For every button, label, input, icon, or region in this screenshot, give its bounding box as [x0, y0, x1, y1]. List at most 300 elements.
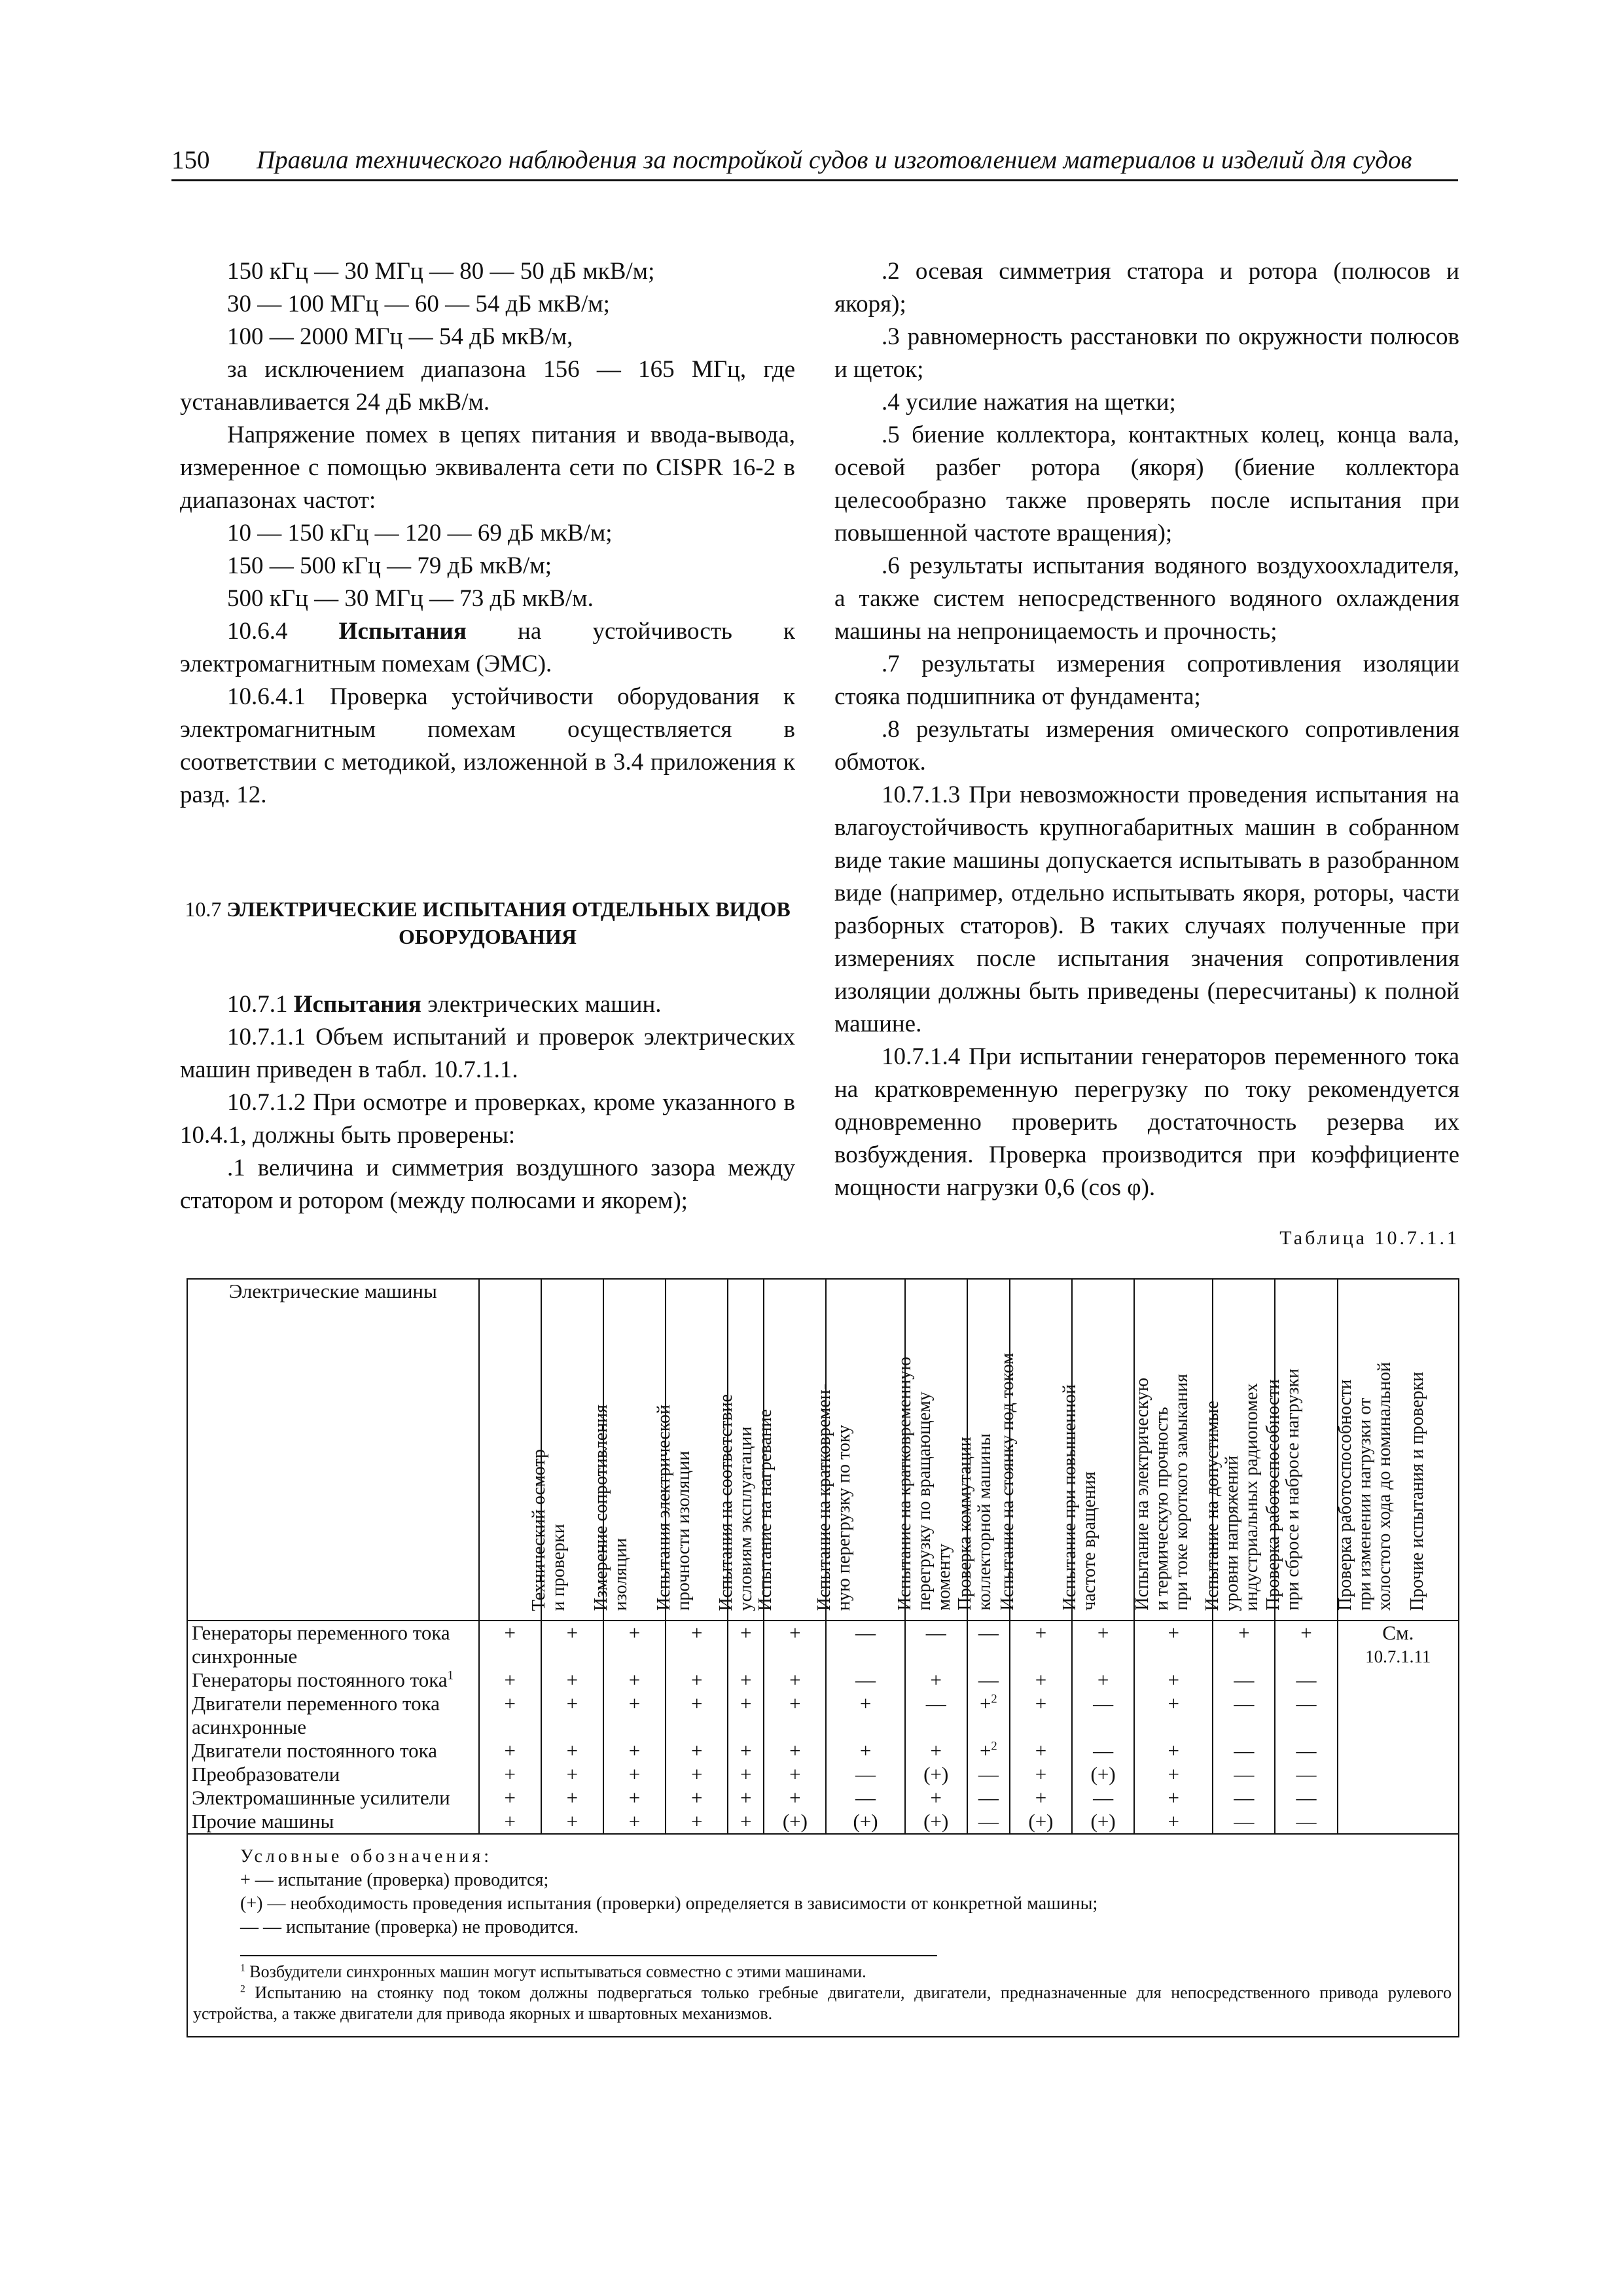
column-header-line: моменту — [933, 1543, 954, 1611]
table-row — [187, 1692, 1459, 1739]
text-line: 100 — 2000 МГц — 54 дБ мкВ/м, — [227, 323, 573, 350]
cell-value: + — [1035, 1739, 1047, 1762]
cell-value: + — [979, 1739, 991, 1762]
column-header-line: Испытание на кратковременную — [894, 1357, 915, 1611]
table-cell — [1275, 1763, 1337, 1786]
cell-value: — — [978, 1668, 999, 1691]
table-cell — [967, 1668, 1010, 1692]
column-header-line: Испытание на стоянку под током — [997, 1353, 1018, 1611]
other-checks-ref: 10.7.1.11 — [1365, 1647, 1431, 1666]
column-header-line: холостого хода до номинальной — [1374, 1362, 1395, 1611]
left-column — [180, 255, 795, 1217]
column-header-wrap — [1073, 1280, 1192, 1620]
section-heading — [180, 895, 795, 950]
table-row — [187, 1763, 1459, 1786]
cell-value: + — [789, 1763, 801, 1785]
column-header-line: при изменении нагрузки от — [1355, 1397, 1376, 1611]
column-header-line: Измерение сопротивления — [591, 1404, 612, 1611]
legend-cell — [187, 1834, 1459, 2037]
table-cell — [1134, 1786, 1213, 1810]
table-cell — [479, 1810, 541, 1834]
cell-value: — — [1093, 1786, 1114, 1809]
running-title: Правила технического наблюдения за постройкой судов и изготовлением материалов и изделий для судов — [257, 146, 1412, 174]
table-cell — [826, 1810, 904, 1834]
clause-10-7-1-2: 10.7.1.2 При осмотре и проверках, кроме указанного в 10.4.1, должны быть проверены: — [180, 1089, 795, 1149]
cell-value: — — [855, 1786, 876, 1809]
table-cell — [541, 1668, 603, 1692]
table-cell — [967, 1810, 1010, 1834]
clause-bold-word: Испытания — [338, 618, 467, 645]
cell-value: (+) — [782, 1810, 808, 1833]
other-checks-ref-label: См. — [1382, 1621, 1414, 1644]
table-row — [187, 1621, 1459, 1668]
table-cell — [603, 1621, 666, 1668]
cell-value: + — [566, 1692, 579, 1715]
table-cell — [1134, 1739, 1213, 1763]
cell-value: — — [855, 1668, 876, 1691]
cell-value: + — [740, 1810, 752, 1833]
table-cell — [666, 1621, 728, 1668]
legend-title: Условные обозначения: — [240, 1846, 493, 1867]
cell-value: + — [789, 1692, 801, 1715]
table-cell — [479, 1668, 541, 1692]
table-cell — [479, 1621, 541, 1668]
cell-value: + — [789, 1739, 801, 1762]
machine-name: Генераторы постоянного тока — [192, 1668, 448, 1691]
machine-name: Двигатели постоянного тока — [192, 1739, 437, 1762]
text-line: 150 — 500 кГц — 79 дБ мкВ/м; — [227, 552, 552, 579]
table-cell — [1072, 1668, 1134, 1692]
table-cell — [1213, 1692, 1275, 1739]
clause-text: на устойчивость к электромагнитным помехам (ЭМС). — [180, 618, 796, 677]
cell-value: + — [504, 1621, 516, 1644]
cell-value: — — [1234, 1692, 1255, 1715]
machine-name: Генераторы переменного тока синхронные — [192, 1621, 450, 1668]
cell-value: — — [925, 1692, 946, 1715]
list-item-3: .3 равномерность расстановки по окружности полюсов и щеток; — [834, 323, 1459, 383]
column-header-line: Испытания электрической — [653, 1405, 674, 1611]
table-cell — [1010, 1786, 1072, 1810]
cell-value: + — [1097, 1621, 1109, 1644]
cell-value: + — [1168, 1668, 1179, 1691]
table-cell — [1072, 1621, 1134, 1668]
cell-value: + — [504, 1786, 516, 1809]
table-cell — [764, 1668, 826, 1692]
column-header-wrap — [1335, 1280, 1458, 1620]
table-cell — [826, 1692, 904, 1739]
column-header-wrap — [1275, 1280, 1395, 1620]
clause-10-7-1 — [180, 988, 795, 1021]
column-header-line: Прочие испытания и проверки — [1407, 1371, 1428, 1611]
column-header-wrap — [728, 1280, 776, 1620]
table-cell — [603, 1692, 666, 1739]
table-cell — [728, 1621, 764, 1668]
cell-value: — — [855, 1621, 876, 1644]
table-cell — [1134, 1692, 1213, 1739]
table-caption: Таблица 10.7.1.1 — [1279, 1227, 1459, 1249]
legend-dash: — — испытание (проверка) не проводится. — [240, 1917, 579, 1937]
legend-paren: (+) — необходимость проведения испытания (проверки) определяется в зависимости от конкретной машины; — [240, 1893, 1098, 1914]
table-cell — [1213, 1739, 1275, 1763]
table-cell — [764, 1763, 826, 1786]
cell-value: — — [978, 1810, 999, 1833]
cell-value: + — [1238, 1621, 1250, 1644]
cell-value: + — [628, 1739, 641, 1762]
table-cell — [541, 1621, 603, 1668]
table-cell — [1010, 1621, 1072, 1668]
table-cell — [541, 1786, 603, 1810]
cell-value: + — [740, 1692, 752, 1715]
column-header-line: ную перегрузку по току — [833, 1424, 854, 1611]
list-item-1: .1 величина и симметрия воздушного зазора между статором и ротором (между полюсами и якорем); — [180, 1155, 795, 1214]
table-cell — [728, 1786, 764, 1810]
footnote-2 — [193, 1982, 1452, 2024]
table-cell — [603, 1786, 666, 1810]
column-header-wrap — [968, 1280, 1018, 1620]
cell-value: + — [859, 1692, 872, 1715]
cell-value: + — [628, 1668, 641, 1691]
cell-value: — — [1234, 1763, 1255, 1785]
column-header-line: при сбросе и набросе нагрузки — [1282, 1369, 1303, 1611]
cell-value: + — [566, 1786, 579, 1809]
cell-value: + — [979, 1692, 991, 1715]
cell-value: — — [978, 1621, 999, 1644]
table-cell — [728, 1692, 764, 1739]
cell-value: + — [930, 1668, 942, 1691]
table-cell — [1072, 1810, 1134, 1834]
cell-value: (+) — [923, 1763, 949, 1785]
column-header-wrap — [666, 1280, 756, 1620]
table-cell — [541, 1739, 603, 1763]
table-cell — [1134, 1763, 1213, 1786]
table-cell — [1072, 1786, 1134, 1810]
column-header — [967, 1279, 1018, 1621]
column-header-line: Испытание на электрическую — [1132, 1378, 1152, 1611]
cell-value: + — [504, 1763, 516, 1785]
column-header-line: индустриальных радиопомех — [1241, 1382, 1262, 1611]
footnote-mark: 2 — [240, 1983, 245, 1995]
table-cell — [1213, 1763, 1275, 1786]
footnote-ref: 1 — [447, 1668, 454, 1683]
table-cell — [1072, 1763, 1134, 1786]
table-row — [187, 1739, 1459, 1763]
cell-value: — — [855, 1763, 876, 1785]
machine-name: Электромашинные усилители — [192, 1786, 450, 1809]
right-column — [834, 255, 1459, 1204]
table-cell — [666, 1692, 728, 1739]
table-cell — [728, 1763, 764, 1786]
text-line: 500 кГц — 30 МГц — 73 дБ мкВ/м. — [227, 585, 594, 612]
table-cell — [541, 1692, 603, 1739]
column-header — [1335, 1279, 1459, 1621]
column-header-line: Проверка коммутации — [955, 1437, 976, 1611]
cell-value: + — [628, 1692, 641, 1715]
cell-value: — — [1296, 1668, 1317, 1691]
cell-value: + — [504, 1739, 516, 1762]
legend-plus: + — испытание (проверка) проводится; — [240, 1870, 549, 1890]
column-header-line: Испытание на допустимые — [1202, 1400, 1223, 1611]
column-header-line: Проверка работоспособности — [1262, 1379, 1283, 1611]
clause-number: 10.7.1 — [227, 991, 288, 1018]
cell-value: + — [566, 1763, 579, 1785]
cell-value: — — [1234, 1810, 1255, 1833]
footnote-text: Возбудители синхронных машин могут испытываться совместно с этими машинами. — [249, 1962, 866, 1981]
row-machine-name — [187, 1810, 479, 1834]
clause-10-6-4 — [180, 615, 795, 681]
table-cell — [826, 1739, 904, 1763]
column-header-line: Проверка работоспособности — [1335, 1379, 1356, 1611]
cell-value: + — [1168, 1763, 1179, 1785]
cell-value: — — [1296, 1810, 1317, 1833]
column-header — [826, 1279, 954, 1621]
row-machine-name — [187, 1786, 479, 1810]
table-cell — [666, 1763, 728, 1786]
clause-bold-word: Испытания — [293, 991, 421, 1018]
cell-value: + — [1035, 1668, 1047, 1691]
cell-value: + — [740, 1739, 752, 1762]
cell-value: + — [1168, 1621, 1179, 1644]
table-cell — [603, 1739, 666, 1763]
clause-10-6-4-1: 10.6.4.1 Проверка устойчивости оборудования к электромагнитным помехам осуществляется в соответствии с методикой, изложенной в 3.4 приложения к разд. 12. — [180, 683, 795, 808]
cell-value: + — [628, 1621, 641, 1644]
table-cell — [541, 1763, 603, 1786]
column-header-wrap — [604, 1280, 694, 1620]
column-header-line: уровни напряжений — [1222, 1455, 1243, 1611]
table-header-row — [187, 1279, 1459, 1621]
text-paragraph: Напряжение помех в цепях питания и ввода-вывода, измеренное с помощью эквивалента сети по CISPR 16-2 в диапазонах частот: — [180, 422, 795, 514]
column-header — [1134, 1279, 1262, 1621]
table-10-7-1-1 — [187, 1278, 1459, 2037]
row-machine-name — [187, 1739, 479, 1763]
cell-value: + — [1168, 1810, 1179, 1833]
cell-value: + — [690, 1739, 703, 1762]
cell-value: + — [690, 1692, 703, 1715]
table-cell — [728, 1810, 764, 1834]
table-cell — [666, 1739, 728, 1763]
table-cell — [967, 1739, 1010, 1763]
text-paragraph: за исключением диапазона 156 — 165 МГц, где устанавливается 24 дБ мкВ/м. — [180, 356, 795, 416]
row-machine-name — [187, 1763, 479, 1786]
table-cell — [1010, 1668, 1072, 1692]
page-number: 150 — [171, 146, 210, 174]
column-header-line: прочности изоляции — [673, 1451, 694, 1611]
machine-name: Прочие машины — [192, 1810, 334, 1833]
column-header — [603, 1279, 694, 1621]
column-header-line: изоляции — [611, 1537, 632, 1611]
table-cell — [1213, 1668, 1275, 1692]
other-checks-cell — [1338, 1621, 1459, 1834]
cell-value: + — [504, 1668, 516, 1691]
machine-name: Преобразователи — [192, 1763, 340, 1785]
column-header-wrap — [906, 1280, 995, 1620]
table-cell — [826, 1621, 904, 1668]
column-header-line: Испытание на нагревание — [755, 1408, 776, 1611]
page-header — [171, 145, 1458, 181]
cell-value: (+) — [853, 1810, 878, 1833]
table-cell — [826, 1786, 904, 1810]
cell-value: + — [1168, 1786, 1179, 1809]
cell-value: + — [740, 1621, 752, 1644]
table-row — [187, 1786, 1459, 1810]
cell-value: + — [1300, 1621, 1312, 1644]
cell-value: — — [1093, 1692, 1114, 1715]
cell-value: (+) — [1090, 1810, 1116, 1833]
list-item-8: .8 результаты измерения омического сопротивления обмоток. — [834, 716, 1459, 776]
clause-text: электрических машин. — [427, 991, 662, 1018]
machine-name: Двигатели переменного тока асинхронные — [192, 1692, 440, 1738]
list-item-7: .7 результаты измерения сопротивления изоляции стояка подшипника от фундамента; — [834, 651, 1459, 710]
table-cell — [603, 1668, 666, 1692]
table-cell — [1275, 1810, 1337, 1834]
cell-value: + — [690, 1621, 703, 1644]
cell-value: — — [1093, 1739, 1114, 1762]
text-line: 10 — 150 кГц — 120 — 69 дБ мкВ/м; — [227, 520, 613, 547]
cell-value: — — [978, 1763, 999, 1785]
table-cell — [1134, 1810, 1213, 1834]
column-header-machines: Электрические машины — [187, 1279, 479, 1621]
table-cell — [666, 1786, 728, 1810]
cell-value: + — [566, 1668, 579, 1691]
column-header-wrap — [764, 1280, 854, 1620]
table-cell — [1010, 1739, 1072, 1763]
table-cell — [967, 1692, 1010, 1739]
table-cell — [728, 1739, 764, 1763]
table-cell — [479, 1763, 541, 1786]
cell-value: — — [1234, 1739, 1255, 1762]
column-header — [479, 1279, 569, 1621]
column-header-line: перегрузку по вращающему — [914, 1391, 935, 1611]
list-item-5: .5 биение коллектора, контактных колец, конца вала, осевой разбег ротора (якоря) (биение коллектора целесообразно также проверять после испытания при повышенной частоте вращения); — [834, 422, 1459, 547]
cell-value: + — [1035, 1786, 1047, 1809]
cell-value: + — [789, 1786, 801, 1809]
table-cell — [666, 1668, 728, 1692]
cell-value: + — [690, 1763, 703, 1785]
clause-number: 10.6.4 — [227, 618, 288, 645]
column-header — [541, 1279, 632, 1621]
cell-value: + — [566, 1621, 579, 1644]
table-cell — [764, 1692, 826, 1739]
cell-value: — — [1234, 1786, 1255, 1809]
column-header-wrap — [542, 1280, 632, 1620]
column-header-line: Испытание при повышенной — [1060, 1384, 1080, 1611]
table-cell — [764, 1739, 826, 1763]
table-cell — [764, 1786, 826, 1810]
cell-value: — — [1296, 1739, 1317, 1762]
text-line: 150 кГц — 30 МГц — 80 — 50 дБ мкВ/м; — [227, 258, 655, 285]
column-header — [1010, 1279, 1100, 1621]
cell-value: + — [566, 1739, 579, 1762]
table-cell — [905, 1763, 967, 1786]
column-header-wrap — [1010, 1280, 1100, 1620]
table-cell — [1072, 1692, 1134, 1739]
clause-10-7-1-3: 10.7.1.3 При невозможности проведения испытания на влагоустойчивость крупногабаритных машин в собранном виде такие машины допускается испытывать в разобранном виде (например, отдельно испытывать якоря, роторы, части разборных статоров). В таких случаях полученные при измерениях после испытания значения сопротивления изоляции должны быть приведены (пересчитаны) к полной машине. — [834, 781, 1459, 1037]
table-cell — [967, 1786, 1010, 1810]
table-cell — [764, 1621, 826, 1668]
column-header-line: Испытания на соответствие — [715, 1393, 736, 1611]
column-header-wrap — [827, 1280, 954, 1620]
column-header-line: частоте вращения — [1079, 1471, 1100, 1611]
table-cell — [1134, 1621, 1213, 1668]
column-header-text — [1408, 1372, 1427, 1611]
table-cell — [1275, 1668, 1337, 1692]
table-cell — [479, 1739, 541, 1763]
column-header — [728, 1279, 776, 1621]
table-cell — [541, 1810, 603, 1834]
column-header-wrap — [1132, 1280, 1262, 1620]
table-cell — [764, 1810, 826, 1834]
cell-value: + — [740, 1668, 752, 1691]
text-line: 30 — 100 МГц — 60 — 54 дБ мкВ/м; — [227, 291, 610, 317]
list-item-2: .2 осевая симметрия статора и ротора (полюсов и якоря); — [834, 258, 1459, 317]
cell-value: + — [1035, 1621, 1047, 1644]
cell-value: + — [1097, 1668, 1109, 1691]
cell-value: + — [789, 1668, 801, 1691]
table-cell — [1134, 1668, 1213, 1692]
clause-10-7-1-1: 10.7.1.1 Объем испытаний и проверок электрических машин приведен в табл. 10.7.1.1. — [180, 1024, 795, 1083]
list-item-6: .6 результаты испытания водяного воздухоохладителя, а также систем непосредственного водяного охлаждения машины на непроницаемость и прочность; — [834, 552, 1459, 645]
table-cell — [1275, 1621, 1337, 1668]
cell-value: + — [504, 1810, 516, 1833]
cell-value: + — [930, 1739, 942, 1762]
cell-value: — — [978, 1786, 999, 1809]
cell-value: — — [1296, 1786, 1317, 1809]
cell-value: — — [1296, 1763, 1317, 1785]
cell-value: + — [1168, 1692, 1179, 1715]
cell-value: + — [628, 1786, 641, 1809]
table-cell — [728, 1668, 764, 1692]
clause-10-7-1-4: 10.7.1.4 При испытании генераторов переменного тока на кратковременную перегрузку по току рекомендуется одновременно проверить достаточность резерва их возбуждения. Проверка производится при коэффициенте мощности нагрузки 0,6 (cos φ). — [834, 1043, 1459, 1201]
section-number: 10.7 — [185, 897, 222, 921]
footnote-text: Испытанию на стоянку под током должны подвергаться только гребные двигатели, двигатели, предназначенные для непосредственного привода рулевого устройства, а также двигатели для привода якорных и швартовных механизмов. — [193, 1983, 1452, 2023]
cell-value: (+) — [923, 1810, 949, 1833]
cell-value: + — [504, 1692, 516, 1715]
footnote-mark: 1 — [240, 1962, 245, 1974]
cell-value: + — [628, 1810, 641, 1833]
table-cell — [826, 1763, 904, 1786]
column-header-line: и проверки — [548, 1523, 569, 1611]
cell-value: + — [690, 1786, 703, 1809]
table-cell — [666, 1810, 728, 1834]
column-header — [1213, 1279, 1303, 1621]
table-cell — [1275, 1739, 1337, 1763]
cell-value: + — [930, 1786, 942, 1809]
row-machine-name — [187, 1692, 479, 1739]
row-machine-name — [187, 1621, 479, 1668]
column-header — [1275, 1279, 1395, 1621]
table-cell — [603, 1810, 666, 1834]
table-cell — [967, 1763, 1010, 1786]
table-cell — [1072, 1739, 1134, 1763]
cell-value: — — [925, 1621, 946, 1644]
table-cell — [1010, 1763, 1072, 1786]
cell-value: + — [789, 1621, 801, 1644]
table-cell — [905, 1692, 967, 1739]
cell-value: + — [566, 1810, 579, 1833]
table-cell — [905, 1810, 967, 1834]
column-header-line: условиям эксплуатации — [735, 1426, 756, 1611]
table-cell — [1213, 1786, 1275, 1810]
table-cell — [905, 1786, 967, 1810]
table-cell — [905, 1668, 967, 1692]
cell-value: (+) — [1028, 1810, 1054, 1833]
table-cell — [826, 1668, 904, 1692]
cell-value: — — [1296, 1692, 1317, 1715]
column-header — [905, 1279, 995, 1621]
cell-value: + — [1168, 1739, 1179, 1762]
tests-table — [187, 1278, 1459, 2037]
cell-value: + — [690, 1668, 703, 1691]
section-title: ЭЛЕКТРИЧЕСКИЕ ИСПЫТАНИЯ ОТДЕЛЬНЫХ ВИДОВ ОБОРУДОВАНИЯ — [226, 897, 791, 948]
